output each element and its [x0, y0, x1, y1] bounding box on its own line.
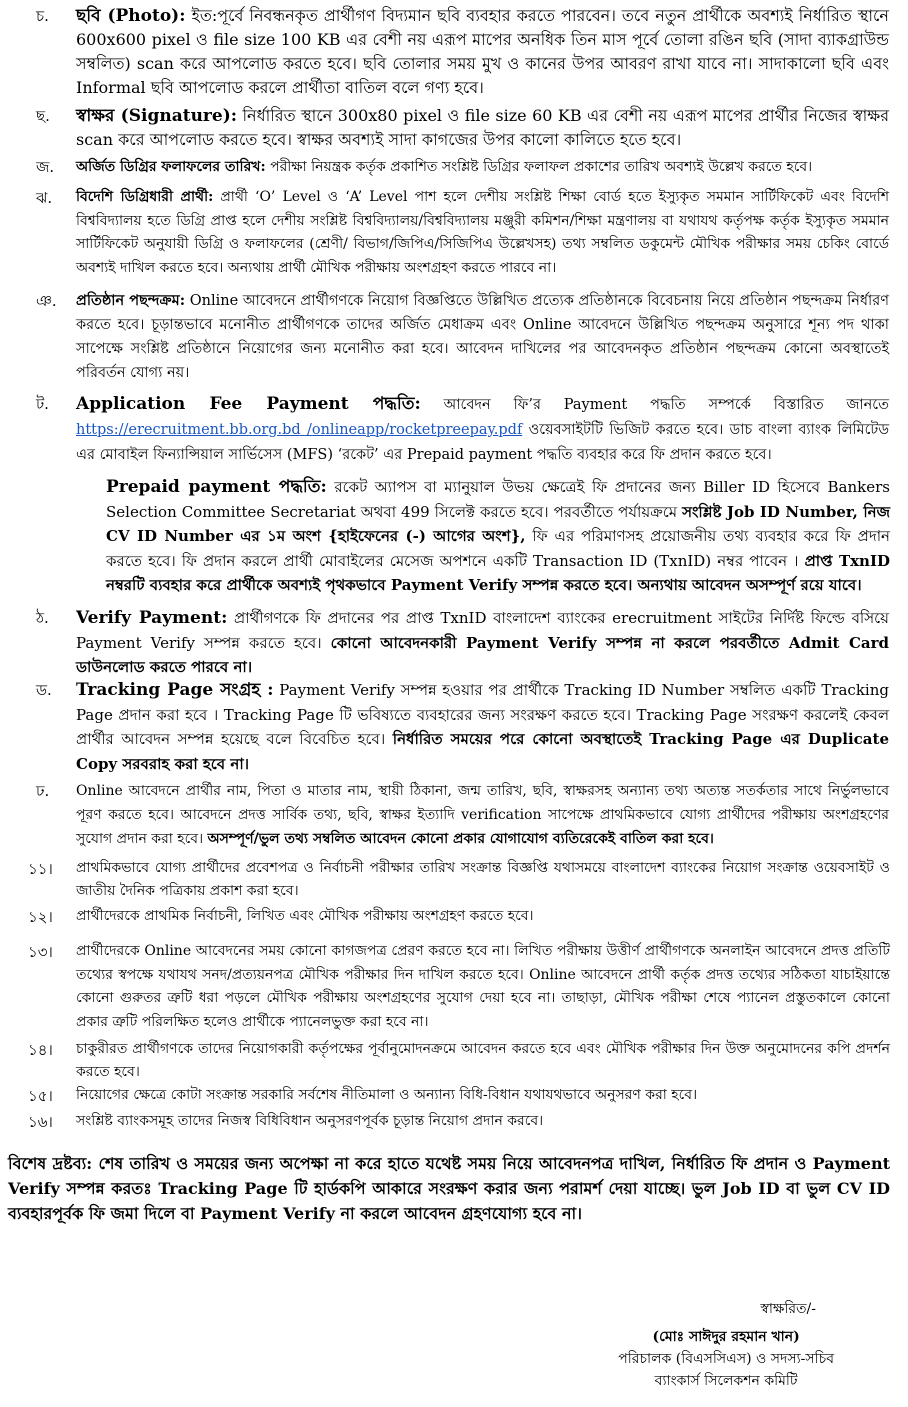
numbered-item-13: [28, 940, 890, 1034]
item-text: পরীক্ষা নিয়ন্ত্রক কর্তৃক প্রকাশিত সংশ্লিষ্ট ডিগ্রির ফলাফল প্রকাশের তারিখ অবশ্যই উল্লেখ করতে হবে।: [270, 159, 813, 175]
instruction-verify-payment: [36, 606, 889, 680]
instruction-online-form: [36, 779, 889, 851]
item-text: প্রার্থীগণকে ফি প্রদানের পর প্রাপ্ত TxnID বাংলাদেশ ব্যাংকের erecruitment সাইটের নির্দিষ্ট ফিল্ডে বসিয়ে Payment Verify সম্পন্ন করতে হবে।: [76, 609, 889, 652]
item-marker: ঞ.: [36, 292, 57, 310]
item-text: আবেদন ফি’র Payment পদ্ধতি সম্পর্কে বিস্তারিত জানতে: [443, 397, 889, 413]
item-title: ছবি (Photo):: [76, 6, 186, 26]
numbered-item-16: [28, 1110, 890, 1133]
item-text: প্রার্থীদেরকে Online আবেদনের সময় কোনো কাগজপত্র প্রেরণ করতে হবে না। লিখিত পরীক্ষায় উত্তীর্ণ প্রার্থীগণকে অনলাইন আবেদনে প্রদত্ত প্রতিটি তথ্যের স্বপক্ষে যথাযথ সনদ/প্রত্যয়নপত্র মৌখিক পরীক্ষার দিন দাখিল করতে হবে। Online আবেদনে প্রার্থী কর্তৃক প্রদত্ত তথ্যের সঠিকতা যাচাইয়ান্তে কোনো গুরুতর ত্রুটি ধরা পড়লে মৌখিক পরীক্ষায় অংশগ্রহণের সুযোগ দেয়া হবে না। তাছাড়া, মৌখিক পরীক্ষা শেষে প্যানেল প্রস্তুতকালে কোনো প্রকার ত্রুটি পরিলক্ষিত হলেও প্রার্থীকে প্যানেলভুক্ত করা হবে না।: [76, 943, 890, 1030]
numbered-item-15: [28, 1084, 890, 1107]
item-marker: ট.: [36, 395, 49, 413]
special-note: বিশেষ দ্রষ্টব্য: শেষ তারিখ ও সময়ের জন্য অপেক্ষা না করে হাতে যথেষ্ট সময় নিয়ে আবেদনপত্র দাখিল, নির্ধারিত ফি প্রদান ও Payment Verify সম্পন্ন করতঃ Tracking Page টি হার্ডকপি আকারে সংরক্ষণ করার জন্য পরামর্শ দেয়া যাচ্ছে। ভুল Job ID বা ভুল CV ID ব্যবহারপূর্বক ফি জমা দিলে বা Payment Verify না করলে আবেদন গ্রহণযোগ্য হবে না।: [8, 1154, 890, 1223]
signatory-designation: পরিচালক (বিএসসিএস) ও সদস্য-সচিব: [618, 1351, 834, 1367]
prepaid-text: ফি এর পরিমাণসহ প্রয়োজনীয় তথ্য ব্যবহার করে ফি প্রদান করতে হবে। ফি প্রদান করলে প্রার্থী মোবাইলের মেসেজ অপশনে একটি Transaction ID (TxnID) নম্বর পাবেন ।: [106, 527, 891, 570]
item-number: ১৪।: [28, 1041, 53, 1059]
numbered-item-14: [28, 1038, 890, 1084]
item-number: ১১।: [28, 860, 53, 878]
item-marker: ড.: [36, 681, 52, 699]
item-text: নিয়োগের ক্ষেত্রে কোটা সংক্রান্ত সরকারি সর্বশেষ নীতিমালা ও অন্যান্য বিধি-বিধান যথাযথভাবে অনুসরণ করা হবে।: [76, 1087, 698, 1103]
item-number: ১২।: [28, 908, 53, 926]
item-number: ১৬।: [28, 1113, 53, 1131]
item-bold-text: কোনো আবেদনকারী Payment Verify সম্পন্ন না করলে পরবর্তীতে Admit Card ডাউনলোড করতে পারবে না।: [76, 633, 889, 676]
item-text: প্রাথমিকভাবে যোগ্য প্রার্থীদের প্রবেশপত্র ও নির্বাচনী পরীক্ষার তারিখ সংক্রান্ত বিজ্ঞপ্তি যথাসময়ে বাংলাদেশ ব্যাংকের নিয়োগ সংক্রান্ত ওয়েবসাইট ও জাতীয় দৈনিক পত্রিকায় প্রকাশ করা হবে।: [76, 860, 890, 899]
item-text: সংশ্লিষ্ট ব্যাংকসমূহ তাদের নিজস্ব বিধিবিধান অনুসরণপূর্বক চূড়ান্ত নিয়োগ প্রদান করবে।: [76, 1113, 544, 1129]
numbered-item-11: [28, 857, 890, 903]
numbered-item-12: [28, 905, 890, 928]
instruction-photo: [36, 4, 889, 100]
prepaid-payment-block: [106, 475, 890, 598]
item-bold-text: অসম্পূর্ণ/ভুল তথ্য সম্বলিত আবেদন কোনো প্রকার যোগাযোগ ব্যতিরেকেই বাতিল করা হবে।: [207, 831, 714, 847]
item-title: অর্জিত ডিগ্রির ফলাফলের তারিখ:: [76, 159, 266, 175]
item-marker: ঠ.: [36, 609, 49, 627]
item-text: নির্ধারিত স্থানে 300x80 pixel ও file size 60 KB এর বেশী নয় এরূপ মাপের প্রার্থীর নিজের স্বাক্ষর scan করে আপলোড করতে হবে। স্বাক্ষর অবশ্যই সাদা কাগজের উপর কালো কালিতে হতে হবে।: [76, 106, 889, 149]
instruction-fee-payment: [36, 392, 889, 468]
instruction-signature: [36, 104, 889, 152]
item-bold-text: নির্ধারিত সময়ের পরে কোনো অবস্থাতেই Tracking Page এর Duplicate Copy সরবরাহ করা হবে না।: [76, 730, 889, 773]
instruction-tracking-page: [36, 678, 889, 776]
prepaid-title: Prepaid payment পদ্ধতি:: [106, 477, 327, 497]
item-marker: জ.: [36, 158, 55, 176]
item-text: চাকুরীরত প্রার্থীগণকে তাদের নিয়োগকারী কর্তৃপক্ষের পূর্বানুমোদনক্রমে আবেদন করতে হবে এবং মৌখিক পরীক্ষার দিন উক্ত অনুমোদনের কপি প্রদর্শন করতে হবে।: [76, 1041, 890, 1080]
item-title: স্বাক্ষর (Signature):: [76, 106, 238, 126]
item-marker: ঢ.: [36, 782, 50, 800]
signatory-committee: ব্যাংকার্স সিলেকশন কমিটি: [654, 1373, 798, 1389]
instruction-foreign-degree: [36, 186, 889, 280]
item-title: প্রতিষ্ঠান পছন্দক্রম:: [76, 292, 186, 309]
item-text: ইত:পূর্বে নিবন্ধনকৃত প্রার্থীগণ বিদ্যমান ছবি ব্যবহার করতে পারবেন। তবে নতুন প্রার্থীকে অবশ্যই নির্ধারিত স্থানে 600x600 pixel ও file size 100 KB এর বেশী নয় এরূপ মাপের অনধিক তিন মাস পূর্বে তোলা রঙিন ছবি (সাদা ব্যাকগ্রাউন্ড সম্বলিত) scan করে আপলোড করতে হবে। ছবি তোলার সময় মুখ ও কানের উপর আবরণ রাখা যাবে না। সাদাকালো ছবি এবং Informal ছবি আপলোড করলে প্রার্থীতা বাতিল বলে গণ্য হবে।: [76, 6, 889, 97]
item-number: ১৫।: [28, 1087, 53, 1105]
item-marker: ঝ.: [36, 189, 53, 207]
signed-label: স্বাক্ষরিত/-: [760, 1301, 816, 1317]
prepaid-bold-text: সংশ্লিষ্ট Job ID Number, নিজ CV ID Number এর ১ম অংশ {হাইফেনের (-) আগের অংশ},: [106, 502, 890, 545]
item-number: ১৩।: [28, 943, 53, 961]
payment-info-link[interactable]: https://erecruitment.bb.org.bd /onlineapp/rocketpreepay.pdf: [76, 422, 523, 438]
item-text: প্রার্থীদেরকে প্রাথমিক নির্বাচনী, লিখিত এবং মৌখিক পরীক্ষায় অংশগ্রহণ করতে হবে।: [76, 908, 534, 924]
item-text: Payment Verify সম্পন্ন হওয়ার পর প্রার্থীকে Tracking ID Number সম্বলিত একটি Tracking Page প্রদান করা হবে । Tracking Page টি ভবিষ্যতে ব্যবহারের জন্য সংরক্ষণ করতে হবে। Tracking Page সংরক্ষণ করলেই কেবল প্রার্থীর আবেদন সম্পন্ন হয়েছে বলে বিবেচিত হবে।: [76, 681, 889, 748]
instruction-result-date: [36, 155, 889, 179]
item-text: Online আবেদনে প্রার্থীগণকে নিয়োগ বিজ্ঞপ্তিতে উল্লিখিত প্রত্যেক প্রতিষ্ঠানকে বিবেচনায় নিয়ে প্রতিষ্ঠান পছন্দক্রম নির্ধারণ করতে হবে। চূড়ান্তভাবে মনোনীত প্রার্থীগণকে তাদের অর্জিত মেধাক্রম এবং Online আবেদনে উল্লিখিত পছন্দক্রম অনুসারে শূন্য পদ থাকা সাপেক্ষে সংশ্লিষ্ট প্রতিষ্ঠানে নিয়োগের জন্য মনোনীত করা হবে। আবেদন দাখিলের পর আবেদনকৃত প্রতিষ্ঠান পছন্দক্রম কোনো অবস্থাতেই পরিবর্তন যোগ্য নয়।: [76, 293, 890, 381]
item-marker: ছ.: [36, 107, 50, 125]
item-text: প্রার্থী ‘O’ Level ও ‘A’ Level পাশ হলে দেশীয় সংশ্লিষ্ট শিক্ষা বোর্ড হতে ইস্যুকৃত সমমান সার্টিফিকেট এবং বিদেশি বিশ্ববিদ্যালয় হতে ডিগ্রি প্রাপ্ত হলে দেশীয় সংশ্লিষ্ট বিশ্ববিদ্যালয়/বিশ্ববিদ্যালয় মঞ্জুরী কমিশন/শিক্ষা মন্ত্রণালয় বা যথাযথ কর্তৃপক্ষ কর্তৃক ইস্যুকৃত সমমান সার্টিফিকেট অনুযায়ী ডিগ্রি ও ফলাফলের (শ্রেণী/ বিভাগ/জিপিএ/সিজিপিএ উল্লেখসহ) তথ্য সম্বলিত ডকুমেন্ট মৌখিক পরীক্ষার সময় চেকিং বোর্ডে অবশ্যই দাখিল করতে হবে। অন্যথায় প্রার্থী মৌখিক পরীক্ষায় অংশগ্রহণ করতে পারবে না।: [76, 189, 889, 276]
prepaid-bold-text: প্রাপ্ত TxnID নম্বরটি ব্যবহার করে প্রার্থীকে অবশ্যই পৃথকভাবে Payment Verify সম্পন্ন করতে হবে। অন্যথায় আবেদন অসম্পূর্ণ রয়ে যাবে।: [106, 551, 890, 594]
item-text: Online আবেদনে প্রার্থীর নাম, পিতা ও মাতার নাম, স্থায়ী ঠিকানা, জন্ম তারিখ, ছবি, স্বাক্ষরসহ অন্যান্য তথ্য অত্যন্ত সতর্কতার সাথে নির্ভুলভাবে পূরণ করতে হবে। আবেদনে প্রদত্ত সার্বিক তথ্য, ছবি, স্বাক্ষর ইত্যাদি verification সাপেক্ষে প্রাথমিকভাবে যোগ্য প্রার্থীদের পরীক্ষায় অংশগ্রহণের সুযোগ প্রদান করা হবে।: [76, 783, 889, 847]
prepaid-text: রকেট অ্যাপস বা ম্যানুয়াল উভয় ক্ষেত্রেই ফি প্রদানের জন্য Biller ID হিসেবে Bankers Selection Committee Secretariat অথবা 499 সিলেক্ট করতে হবে। পরবর্তীতে পর্যায়ক্রমে: [106, 478, 890, 521]
instruction-institution-preference: [36, 289, 889, 385]
item-title: Application Fee Payment পদ্ধতি:: [76, 394, 421, 414]
item-title: বিদেশি ডিগ্রিধারী প্রার্থী:: [76, 189, 214, 205]
item-marker: চ.: [36, 7, 49, 25]
item-text: ওয়েবসাইটটি ভিজিট করতে হবে। ডাচ বাংলা ব্যাংক লিমিটেড এর মোবাইল ফিন্যান্সিয়াল সার্ভিসেস (MFS) ‘রকেট’ এর Prepaid payment পদ্ধতি ব্যবহার করে ফি প্রদান করতে হবে।: [76, 422, 890, 463]
item-title: Tracking Page সংগ্রহ :: [76, 680, 274, 700]
item-title: Verify Payment:: [76, 608, 228, 628]
signature-block: [618, 1298, 834, 1392]
signatory-name: (মোঃ সাঈদুর রহমান খান): [652, 1329, 800, 1345]
